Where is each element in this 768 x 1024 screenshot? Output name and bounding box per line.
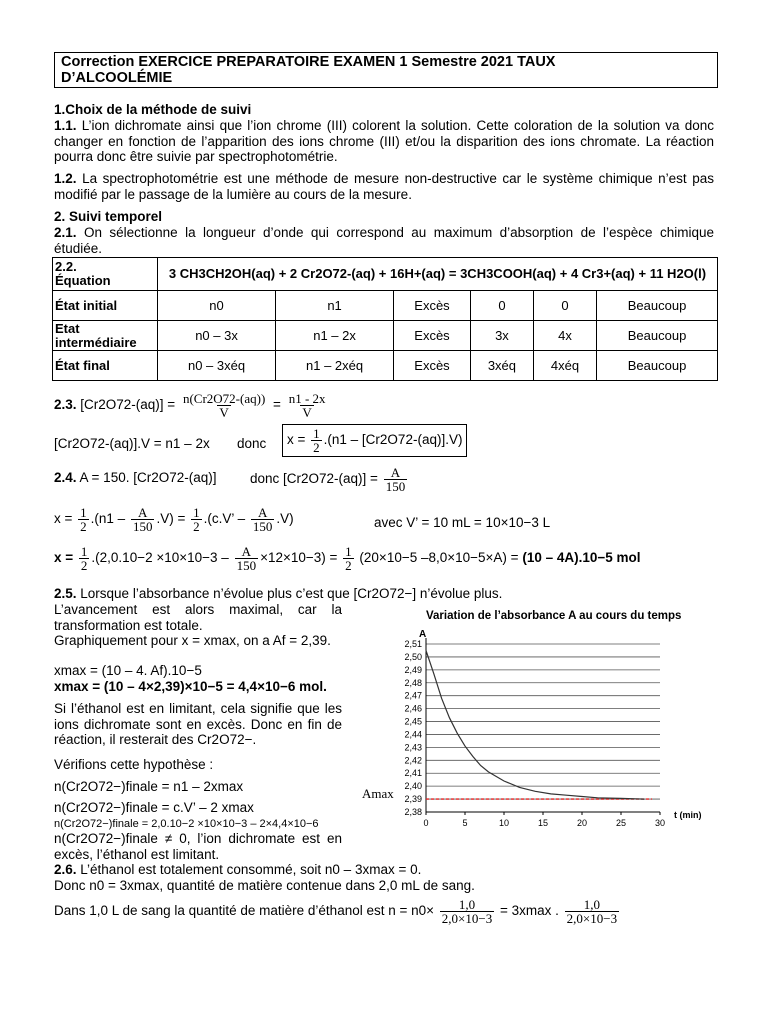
x-axis-label: t (min)	[674, 810, 702, 820]
num-2-4: 2.4.	[54, 470, 77, 485]
table-row	[53, 291, 718, 321]
text-2-5-k: n(Cr2O72−)finale ≠ 0, l’ion dichromate est en excès, l’éthanol est limitant.	[54, 831, 342, 862]
eq-2-3-line2: [Cr2O72-(aq)].V = n1 – 2x	[54, 436, 210, 451]
fraction-num: 1	[345, 544, 352, 559]
reaction-table	[52, 257, 718, 381]
fraction-num: A	[241, 544, 251, 559]
fraction-den: 150	[385, 479, 406, 494]
fraction-num: 1	[313, 426, 320, 441]
chart-title: Variation de l’absorbance A au cours du temps	[426, 610, 682, 622]
table-row	[53, 321, 718, 351]
x-tick-label: 25	[615, 818, 627, 828]
fraction	[251, 506, 275, 533]
text-2-5-d: xmax = (10 – 4. Af).10−5	[54, 663, 202, 678]
text: .(n1 –	[90, 511, 126, 527]
table-cell: 3xéq	[470, 351, 533, 381]
table-header-label	[53, 258, 158, 291]
text-2-5-c: Graphiquement pour x = xmax, on a Af = 2,39.	[54, 633, 331, 648]
fraction-den: 2	[193, 519, 200, 534]
eq-2-4-a: A = 150. [Cr2O72-(aq)]	[76, 470, 217, 485]
fraction-den: 2,0×10−3	[566, 911, 618, 926]
table-num: 2.2.	[55, 259, 77, 274]
eq-2-4-line3	[54, 545, 641, 572]
num-2-3: 2.3.	[54, 397, 77, 413]
table-cell: Beaucoup	[597, 321, 718, 351]
table-cell: 0	[533, 291, 596, 321]
fraction-num: 1	[80, 544, 88, 559]
y-tick-label: 2,48	[404, 677, 422, 688]
fraction	[78, 506, 89, 533]
fraction-den: 150	[236, 558, 257, 573]
text-2-6-a: L’éthanol est totalement consommé, soit n0 – 3xmax = 0.	[76, 862, 422, 877]
table-label: Équation	[55, 273, 111, 288]
section-1-heading: 1.Choix de la méthode de suivi	[54, 102, 252, 117]
table-cell: Beaucoup	[597, 351, 718, 381]
eq-2-4-line2	[54, 506, 294, 533]
table-row	[53, 351, 718, 381]
x-tick-label: 20	[576, 818, 588, 828]
absorbance-chart	[370, 628, 716, 838]
row-label: Etat intermédiaire	[53, 321, 158, 351]
table-cell: Excès	[394, 351, 471, 381]
table-cell: n1	[276, 291, 394, 321]
fraction	[131, 506, 155, 533]
y-axis-label: A	[419, 629, 427, 640]
text-2-5-f: Si l’éthanol est en limitant, cela signifie que les ions dichromate sont en excès. Donc en fin de réaction, il resterait des Cr2O72−.	[54, 701, 342, 747]
text-1-2: La spectrophotométrie est une méthode de mesure non-destructive car le système chimique n’est pas modifié par le passage de la lumière au cours de la mesure.	[54, 171, 714, 202]
avec-note: avec V’ = 10 mL = 10×10−3 L	[374, 515, 551, 530]
table-cell: Beaucoup	[597, 291, 718, 321]
result-x: (10 – 4A).10−5 mol	[522, 550, 641, 566]
text-1-1: L’ion dichromate ainsi que l’ion chrome (III) colorent la solution. Cette coloration de la solution va donc changer en fonction de l’apparition des ions chrome (III) et/ou la disparition des ions chromate. La réaction pourra donc être suivie par spectrophotométrie.	[54, 118, 714, 164]
fraction-den: 2	[345, 558, 352, 573]
fraction-num: 1,0	[583, 897, 600, 912]
x-tick-label: 30	[654, 818, 666, 828]
text: .V)	[276, 511, 294, 527]
table-cell: 3x	[470, 321, 533, 351]
fraction-num: 1,0	[458, 897, 476, 912]
fraction	[181, 392, 267, 419]
fraction-num: A	[257, 505, 268, 520]
table-cell: 4xéq	[533, 351, 596, 381]
eq-2-4-donc-text: donc [Cr2O72-(aq)] =	[250, 471, 378, 487]
title-box	[54, 52, 718, 88]
fraction	[79, 545, 90, 572]
xmax-calc: xmax = (10 – 4×2,39)×10−5 =	[54, 679, 235, 694]
y-tick-label: 2,45	[404, 716, 422, 727]
row-label: État initial	[53, 291, 158, 321]
text-2-5-j: n(Cr2O72−)finale = 2,0.10−2 ×10×10−3 – 2×4,4×10−6	[54, 818, 319, 830]
y-tick-label: 2,51	[404, 639, 422, 649]
table-cell: n0 – 3xéq	[158, 351, 276, 381]
text: = 3xmax .	[499, 903, 559, 919]
num-2-6: 2.6.	[54, 862, 77, 877]
title-line-2: D’ALCOOLÉMIE	[61, 70, 173, 86]
y-tick-label: 2,41	[404, 768, 422, 779]
series-line	[426, 651, 644, 800]
fraction-den: 150	[132, 519, 153, 534]
fraction-den: 150	[252, 519, 273, 534]
y-tick-label: 2,43	[404, 742, 422, 753]
table-cell: 4x	[533, 321, 596, 351]
num-1-1: 1.1.	[54, 118, 77, 133]
eq-2-4-line1	[54, 470, 216, 486]
table-cell: 0	[470, 291, 533, 321]
equals: =	[273, 397, 281, 413]
text-2-5-i: n(Cr2O72−)finale = c.V’ – 2 xmax	[54, 800, 254, 815]
section-2-heading: 2. Suivi temporel	[54, 209, 163, 224]
x-tick-label: 5	[462, 818, 468, 828]
fraction	[191, 506, 202, 533]
fraction-num: n(Cr2O72-(aq))	[182, 391, 266, 406]
text-2-6-b: Donc n0 = 3xmax, quantité de matière contenue dans 2,0 mL de sang.	[54, 878, 475, 893]
num-2-1: 2.1.	[54, 225, 77, 240]
num-1-2: 1.2.	[54, 171, 77, 186]
paragraph-2-6	[54, 862, 714, 878]
text-2-5-b: L’avancement est alors maximal, car la transformation est totale.	[54, 602, 342, 633]
text: .(2,0.10−2 ×10×10−3 –	[91, 550, 229, 566]
fraction-num: 1	[193, 505, 200, 520]
fraction-den: 2	[80, 519, 87, 534]
fraction	[384, 466, 408, 493]
fraction-den: V	[219, 405, 229, 420]
boxed-result-x	[282, 424, 467, 457]
eq-2-3-lhs: [Cr2O72-(aq)] =	[76, 397, 176, 413]
text-2-6-c	[54, 898, 621, 925]
fraction	[440, 898, 494, 925]
text-2-5-e	[54, 679, 327, 695]
x-eq: x =	[54, 550, 74, 566]
x-tick-label: 15	[537, 818, 549, 828]
fraction-den: 2,0×10−3	[441, 911, 493, 926]
y-tick-label: 2,40	[404, 781, 422, 792]
paragraph-1-1	[54, 118, 714, 165]
fraction-num: A	[390, 465, 401, 480]
paragraph-1-2	[54, 171, 714, 202]
fraction	[287, 392, 328, 419]
table-cell: Excès	[394, 321, 471, 351]
amax-label: Amax	[362, 786, 394, 801]
fraction	[343, 545, 354, 572]
y-tick-label: 2,49	[404, 664, 422, 675]
fraction-den: 2	[80, 558, 88, 573]
eq-2-3-line1	[54, 392, 330, 419]
y-tick-label: 2,50	[404, 651, 422, 662]
fraction-num: 1	[80, 505, 87, 520]
xmax-result: 4,4×10−6 mol.	[238, 679, 327, 694]
y-tick-label: 2,44	[404, 729, 422, 740]
table-header-row	[53, 258, 718, 291]
row-label: État final	[53, 351, 158, 381]
x-eq: x =	[54, 511, 73, 527]
fraction-den: 2	[313, 440, 320, 455]
fraction	[235, 545, 259, 572]
text: ×12×10−3) =	[260, 550, 338, 566]
text-2-5-g: Vérifions cette hypothèse :	[54, 757, 214, 772]
text-2-5-a: Lorsque l’absorbance n’évolue plus c’est que [Cr2O72−] n’évolue plus.	[76, 586, 503, 601]
text-2-5-h: n(Cr2O72−)finale = n1 – 2xmax	[54, 779, 244, 794]
fraction-num: A	[138, 505, 148, 520]
y-tick-label: 2,46	[404, 703, 422, 714]
equation-cell: 3 CH3CH2OH(aq) + 2 Cr2O72-(aq) + 16H+(aq) = 3CH3COOH(aq) + 4 Cr3+(aq) + 11 H2O(l)	[158, 258, 718, 291]
fraction	[565, 898, 619, 925]
fraction	[311, 427, 322, 454]
boxed-pre: x =	[287, 432, 306, 448]
y-tick-label: 2,42	[404, 755, 422, 766]
x-tick-label: 10	[498, 818, 510, 828]
y-tick-label: 2,38	[404, 807, 422, 817]
text: Dans 1,0 L de sang la quantité de matière d’éthanol est n = n0×	[54, 903, 435, 919]
text: .V) =	[156, 511, 186, 527]
title-line-1: Correction EXERCICE PREPARATOIRE EXAMEN 1 Semestre 2021 TAUX	[61, 54, 556, 70]
num-2-5: 2.5.	[54, 586, 77, 601]
paragraph-2-1	[54, 225, 714, 256]
table-cell: n0	[158, 291, 276, 321]
table-cell: Excès	[394, 291, 471, 321]
table-cell: n0 – 3x	[158, 321, 276, 351]
boxed-post: .(n1 – [Cr2O72-(aq)].V)	[323, 432, 463, 448]
fraction-den: V	[302, 405, 312, 420]
eq-2-4-donc	[250, 466, 409, 493]
text-2-1: On sélectionne la longueur d’onde qui correspond au maximum d’absorption de l’espèce chimique étudiée.	[54, 225, 714, 256]
fraction-num: n1 - 2x	[288, 391, 326, 406]
x-tick-label: 0	[423, 818, 429, 828]
donc-label: donc	[237, 436, 267, 451]
text: (20×10−5 –8,0×10−5×A) =	[359, 550, 519, 566]
table-cell: n1 – 2xéq	[276, 351, 394, 381]
y-tick-label: 2,39	[404, 794, 422, 805]
table-cell: n1 – 2x	[276, 321, 394, 351]
text: .(c.V’ –	[203, 511, 246, 527]
paragraph-2-5	[54, 586, 714, 602]
y-tick-label: 2,47	[404, 690, 422, 701]
